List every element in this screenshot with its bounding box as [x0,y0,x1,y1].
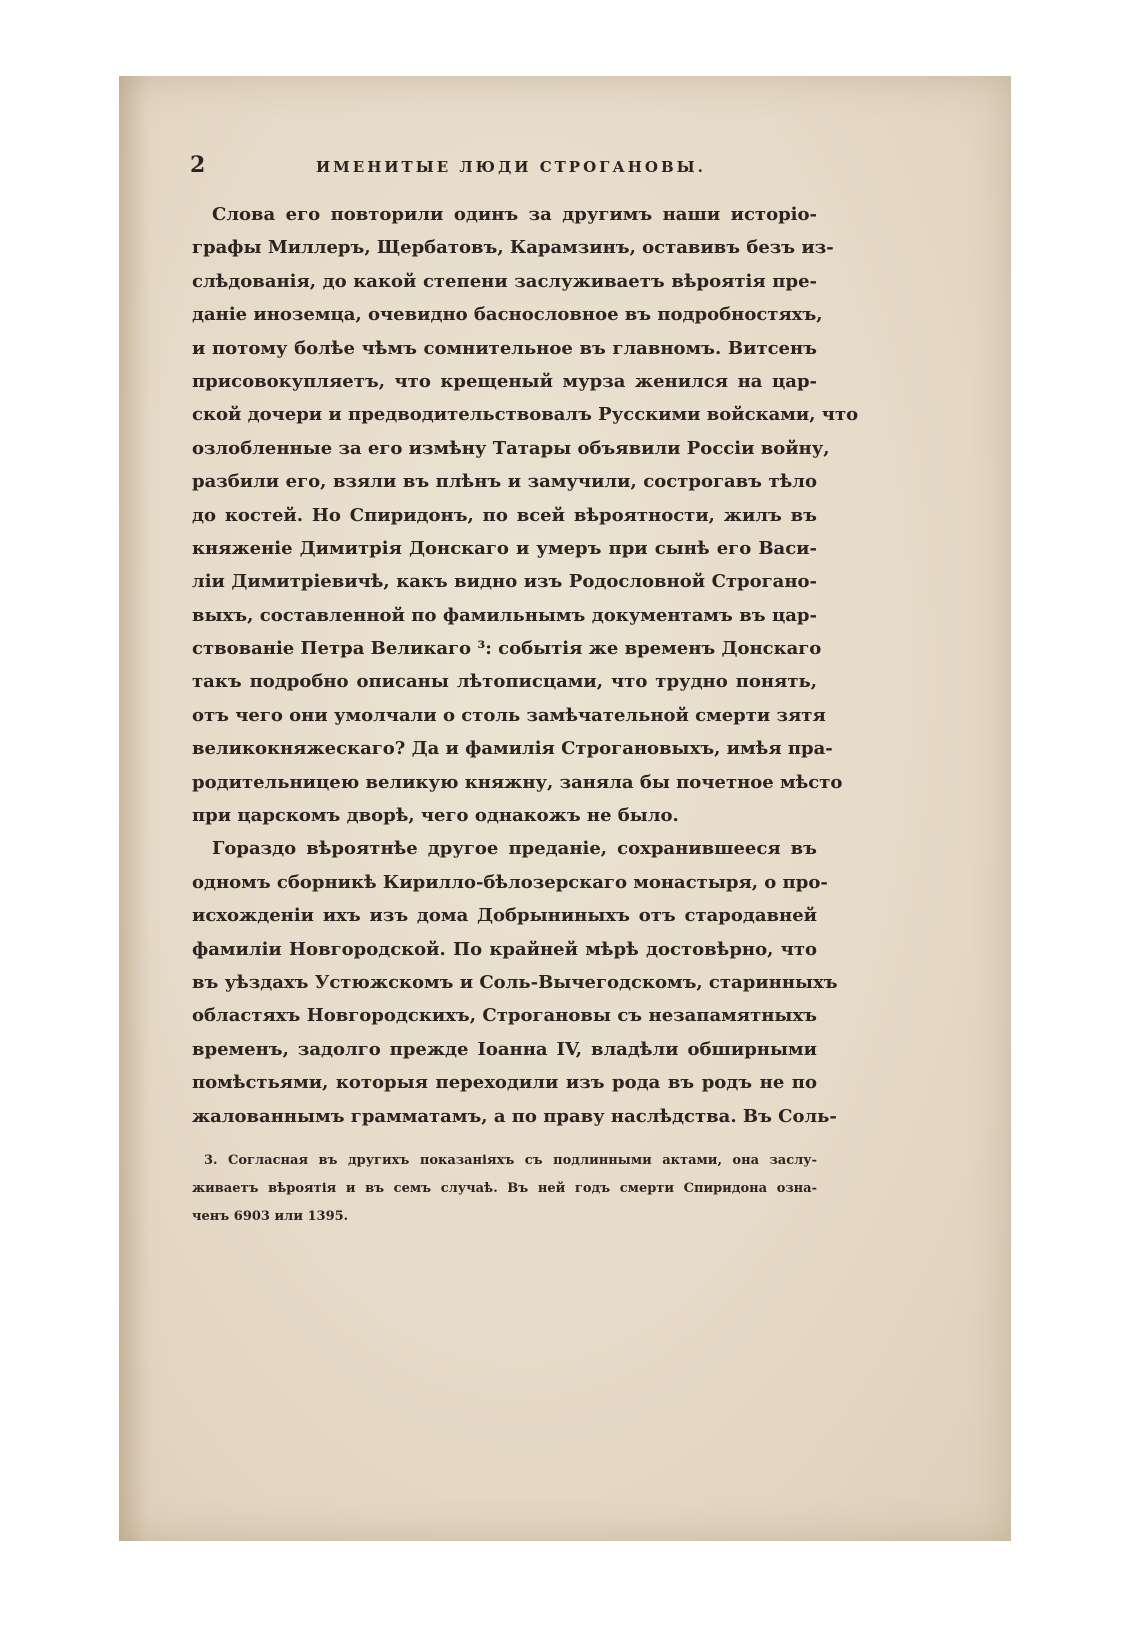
text-line: озлобленные за его измѣну Татары объявили Россіи войну, [192,437,830,459]
text-line: разбили его, взяли въ плѣнъ и замучили, сострогавъ тѣло [192,471,817,493]
text-line: Слова его повторили одинъ за другимъ наши исторіо- [212,204,817,225]
text-line: одномъ сборникѣ Кирилло-бѣлозерскаго монастыря, о про- [192,871,828,893]
footnote-line: живаетъ вѣроятія и въ семъ случаѣ. Въ ней годъ смерти Спиридона озна- [192,1181,817,1196]
text-line: при царскомъ дворѣ, чего однакожъ не было. [192,805,679,827]
text-line: выхъ, составленной по фамильнымъ документамъ въ цар- [192,604,817,626]
text-line: княженіе Димитрія Донскаго и умеръ при сынѣ его Васи- [192,537,817,559]
text-line: до костей. Но Спиридонъ, по всей вѣроятности, жилъ въ [192,504,817,526]
text-line: даніе иноземца, очевидно баснословное въ подробностяхъ, [192,304,823,326]
text-line: такъ подробно описаны лѣтописцами, что трудно понять, [192,671,817,693]
footnote-line: ченъ 6903 или 1395. [192,1209,349,1224]
footnote-line: 3. Согласная въ другихъ показаніяхъ съ подлинными актами, она заслу- [204,1153,817,1168]
text-line: Гораздо вѣроятнѣе другое преданіе, сохранившееся въ [212,838,817,860]
text-line: жалованнымъ грамматамъ, а по праву наслѣдства. Въ Соль- [192,1105,837,1127]
text-line: ской дочери и предводительствовалъ Русскими войсками, что [192,404,859,426]
text-line: ліи Димитріевичѣ, какъ видно изъ Родословной Строгано- [192,571,817,593]
text-line: ствованіе Петра Великаго ³: событія же временъ Донскаго [192,638,822,660]
text-line: фамиліи Новгородской. По крайней мѣрѣ достовѣрно, что [192,938,817,960]
text-line: и потому болѣе чѣмъ сомнительное въ главномъ. Витсенъ [192,337,817,359]
running-title: ИМЕНИТЫЕ ЛЮДИ СТРОГАНОВЫ. [316,158,706,176]
page-number: 2 [190,152,206,178]
text-line: великокняжескаго? Да и фамилія Строгановыхъ, имѣя пра- [192,738,833,760]
text-line: исхожденіи ихъ изъ дома Добрыниныхъ отъ стародавней [192,905,817,927]
text-line: временъ, задолго прежде Іоанна IV, владѣли обширными [192,1038,817,1060]
text-line: въ уѣздахъ Устюжскомъ и Соль-Вычегодскомъ, старинныхъ [192,971,838,993]
text-line: помѣстьями, которыя переходили изъ рода въ родъ не по [192,1072,817,1094]
text-line: слѣдованія, до какой степени заслуживаетъ вѣроятія пре- [192,270,817,292]
text-line: отъ чего они умолчали о столь замѣчательной смерти зятя [192,704,826,726]
running-head [190,152,810,182]
text-line: родительницею великую княжну, заняла бы почетное мѣсто [192,771,843,793]
footnotes [192,1147,817,1231]
text-line: присовокупляетъ, что крещеный мурза женился на цар- [192,370,817,392]
body-text [192,198,859,1133]
text-line: графы Миллеръ, Щербатовъ, Карамзинъ, оставивъ безъ из- [192,237,834,259]
text-line: областяхъ Новгородскихъ, Строгановы съ незапамятныхъ [192,1005,817,1027]
